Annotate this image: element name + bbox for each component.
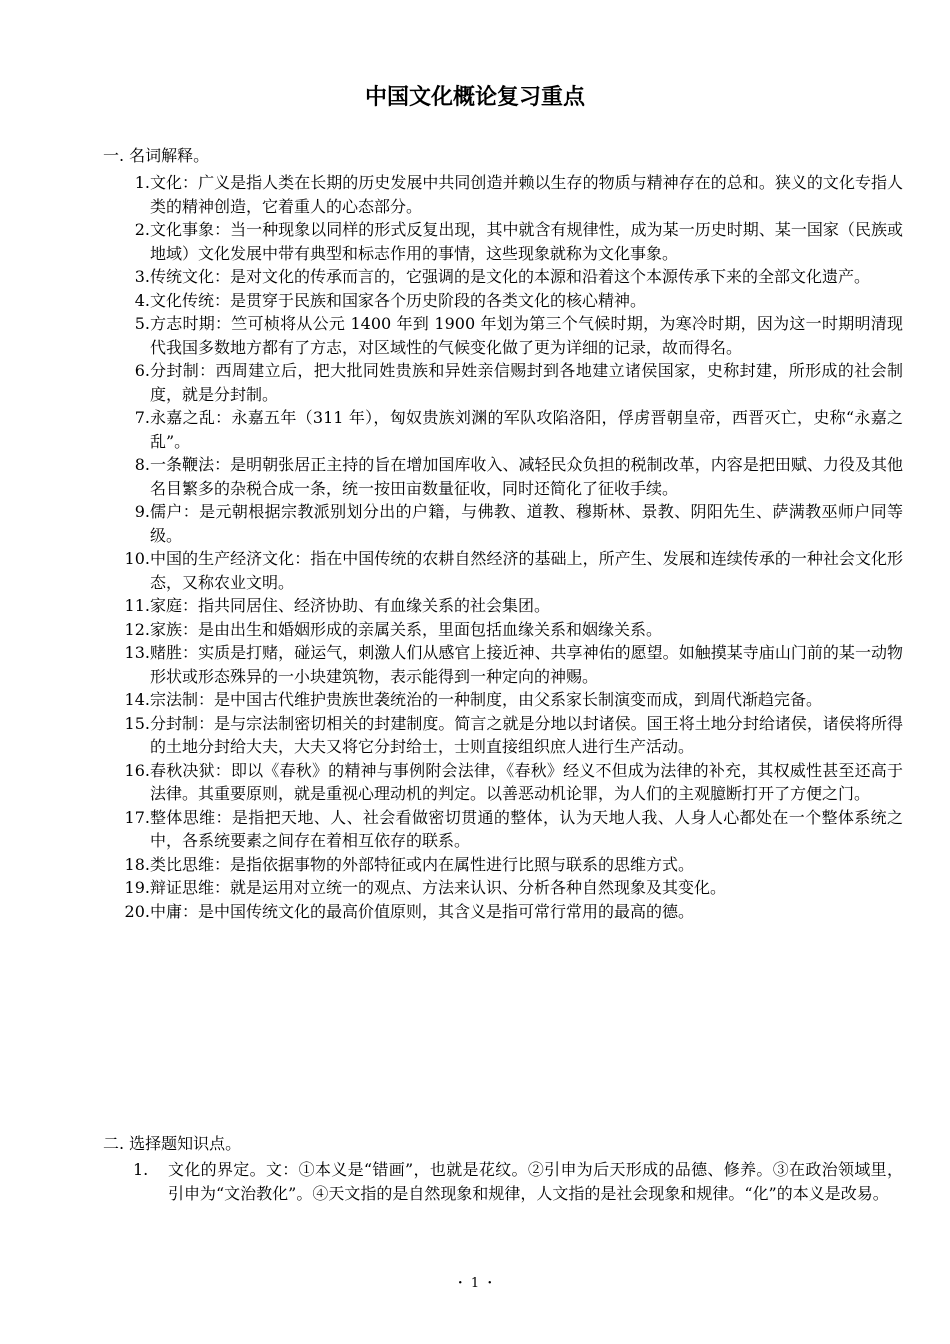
definitions-list [103, 171, 903, 923]
list-item: 6. 分封制：西周建立后，把大批同姓贵族和异姓亲信赐封到各地建立诸侯国家，史称封建，所形成的社会制度，就是分封制。 [134, 361, 903, 404]
list-item: 5. 方志时期：竺可桢将从公元 1400 年到 1900 年划为第三个气候时期，为寒冷时期，因为这一时期明清现代我国多数地方都有了方志，对区域性的气候变化做了更为详细的记录，故而得名。 [134, 314, 903, 357]
list-item: 11. 家庭：指共同居住、经济协助、有血缘关系的社会集团。 [124, 596, 551, 615]
list-item: 1. 文化的界定。文：①本义是“错画”，也就是花纹。②引申为后天形成的品德、修养。③在政治领域里，引申为“文治教化”。④天文指的是自然现象和规律，人文指的是社会现象和规律。“化”的本义是改易。 [133, 1160, 903, 1203]
list-item: 7. 永嘉之乱：永嘉五年（311 年），匈奴贵族刘渊的军队攻陷洛阳，俘虏晋朝皇帝，西晋灭亡，史称“永嘉之乱”。 [134, 408, 903, 451]
list-item: 2. 文化事象：当一种现象以同样的形式反复出现，其中就含有规律性，成为某一历史时期、某一国家（民族或地域）文化发展中带有典型和标志作用的事情，这些现象就称为文化事象。 [134, 220, 903, 263]
list-item: 15. 分封制：是与宗法制密切相关的封建制度。简言之就是分地以封诸侯。国王将土地分封给诸侯，诸侯将所得的土地分封给大夫，大夫又将它分封给士，士则直接组织庶人进行生产活动。 [124, 713, 903, 756]
list-item: 8. 一条鞭法：是明朝张居正主持的旨在增加国库收入、减轻民众负担的税制改革，内容是把田赋、力役及其他名目繁多的杂税合成一条，统一按田亩数量征收，同时还简化了征收手续。 [134, 455, 903, 498]
list-item: 20. 中庸：是中国传统文化的最高价值原则，其含义是指可常行常用的最高的德。 [124, 901, 695, 921]
list-item: 13. 赌胜：实质是打赌，碰运气，刺激人们从感官上接近神、共享神佑的愿望。如触摸某寺庙山门前的某一动物形状或形态殊异的一小块建筑物，表示能得到一种定向的神赐。 [124, 643, 903, 686]
page-number: ・ 1 ・ [453, 1276, 497, 1291]
list-item: 3. 传统文化：是对文化的传承而言的，它强调的是文化的本源和沿着这个本源传承下来的全部文化遗产。 [134, 267, 871, 286]
section-heading-definitions: 一. 名词解释。 [103, 146, 210, 165]
list-item: 17. 整体思维：是指把天地、人、社会看做密切贯通的整体，认为天地人我、人身人心都处在一个整体系统之中，各系统要素之间存在着相互依存的联系。 [124, 807, 903, 850]
list-item: 1. 文化：广义是指人类在长期的历史发展中共同创造并赖以生存的物质与精神存在的总和。狭义的文化专指人类的精神创造，它着重人的心态部分。 [134, 173, 903, 216]
list-item: 4. 文化传统：是贯穿于民族和国家各个历史阶段的各类文化的核心精神。 [134, 290, 647, 310]
knowledge-points-list [103, 1158, 903, 1205]
page-title: 中国文化概论复习重点 [364, 85, 585, 110]
section-heading-multiple-choice: 二. 选择题知识点。 [103, 1134, 242, 1153]
list-item: 9. 儒户：是元朝根据宗教派别划分出的户籍，与佛教、道教、穆斯林、景教、阴阳先生、萨满教巫师户同等级。 [134, 502, 903, 545]
list-item: 14. 宗法制：是中国古代维护贵族世袭统治的一种制度，由父系家长制演变而成，到周代渐趋完备。 [124, 690, 823, 709]
list-item: 12. 家族：是由出生和婚姻形成的亲属关系，里面包括血缘关系和姻缘关系。 [124, 619, 663, 639]
list-item: 19. 辩证思维：就是运用对立统一的观点、方法来认识、分析各种自然现象及其变化。 [124, 878, 727, 897]
list-item: 16. 春秋决狱：即以《春秋》的精神与事例附会法律，《春秋》经义不但成为法律的补充，其权威性甚至还高于法律。其重要原则，就是重视心理动机的判定。以善恶动机论罪，为人们的主观臆断打开了方便之门。 [124, 760, 903, 803]
list-item: 18. 类比思维：是指依据事物的外部特征或内在属性进行比照与联系的思维方式。 [124, 854, 695, 874]
list-item: 10. 中国的生产经济文化：指在中国传统的农耕自然经济的基础上，所产生、发展和连续传承的一种社会文化形态，又称农业文明。 [124, 549, 903, 592]
